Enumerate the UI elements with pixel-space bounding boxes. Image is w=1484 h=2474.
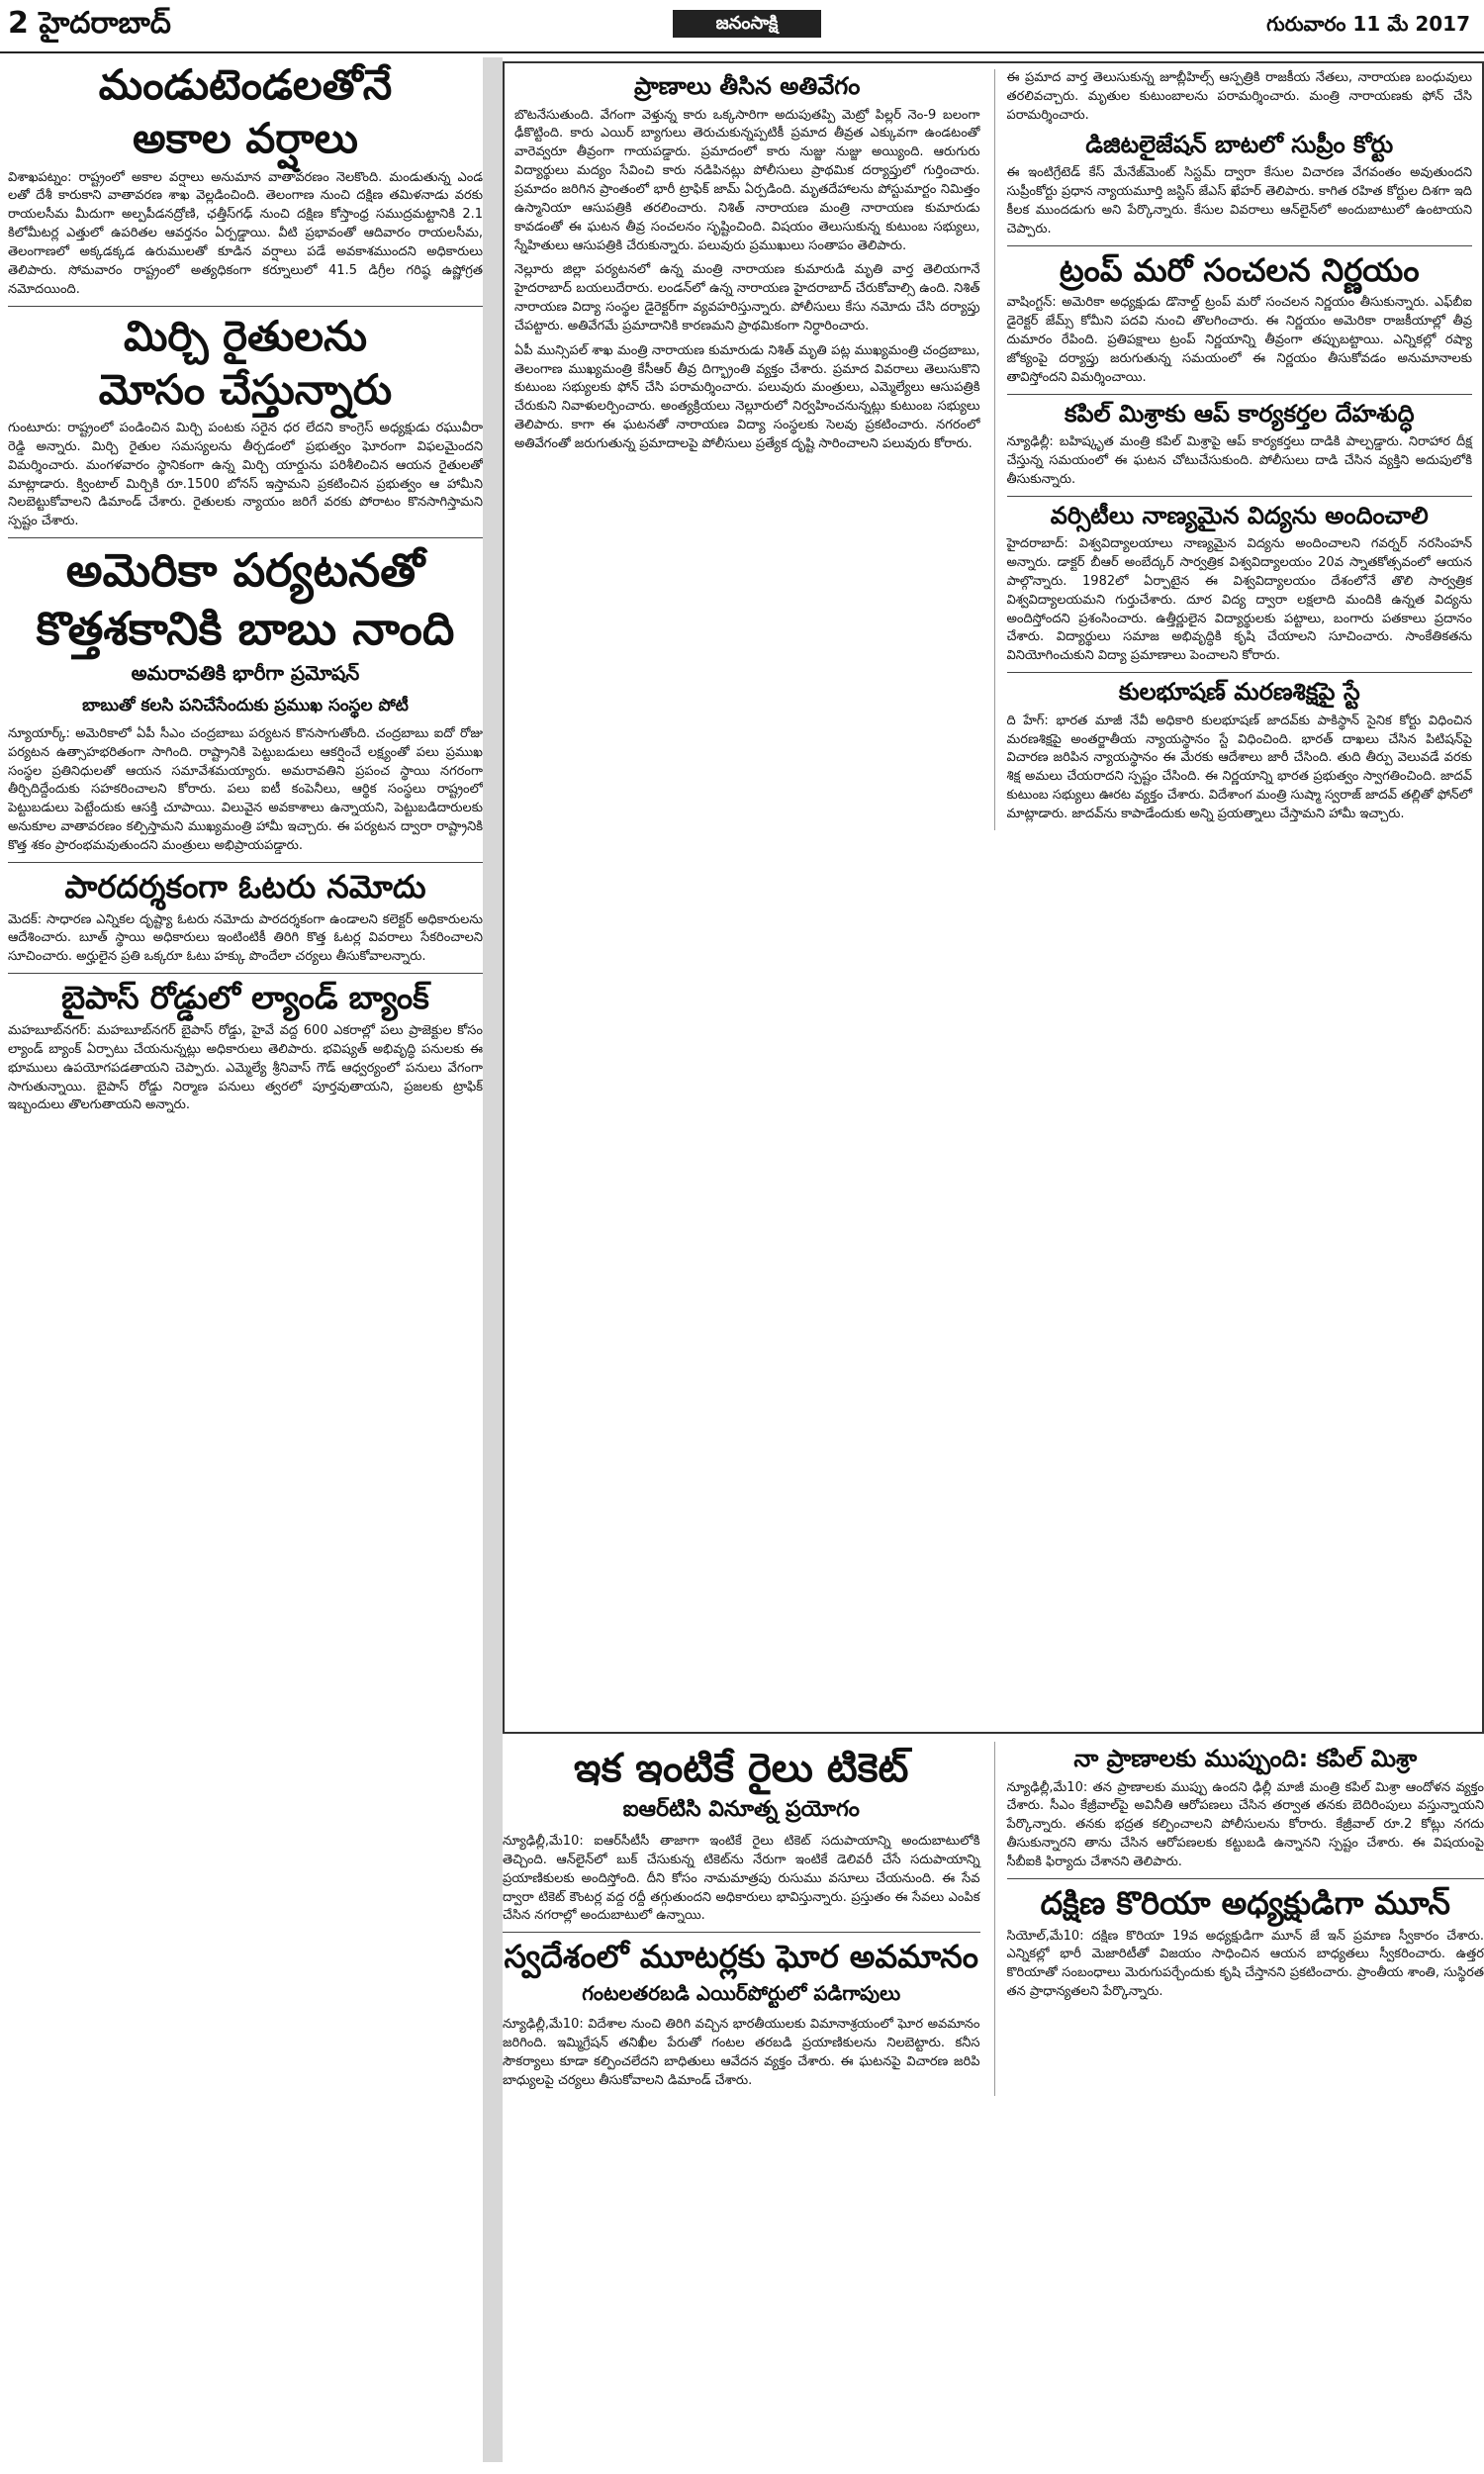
newspaper-logo: జనంసాక్షి [673, 10, 821, 38]
article-body: ది హేగ్: భారత మాజీ నేవీ అధికారి కులభూషణ్ జాదవ్‌కు పాకిస్థాన్ సైనిక కోర్టు విధించిన మరణశిక్షపై అంతర్జాతీయ న్యాయస్థానం స్టే విధించింది. భారత్ దాఖలు చేసిన పిటిషన్‌పై విచారణ జరిపిన న్యాయస్థానం ఈ మేరకు ఆదేశాలు జారీ చేసింది. తుది తీర్పు వెలువడే వరకు శిక్ష అమలు చేయరాదని స్పష్టం చేసింది. ఈ నిర్ణయాన్ని భారత ప్రభుత్వం స్వాగతించింది. జాదవ్ కుటుంబ సభ్యులు ఊరట వ్యక్తం చేశారు. విదేశాంగ మంత్రి సుష్మా స్వరాజ్ జాదవ్ తల్లితో ఫోన్‌లో మాట్లాడారు. జాదవ్‌ను కాపాడేందుకు అన్ని ప్రయత్నాలు చేస్తామని హామీ ఇచ్చారు. [1006, 713, 1472, 821]
divider [1007, 394, 1473, 395]
divider [1007, 496, 1473, 497]
subheadline: ఐఆర్‌టిసి వినూత్న ప్రయోగం [622, 1797, 860, 1822]
headline-line2: మోసం చేస్తున్నారు [98, 364, 393, 414]
headline-trump: ట్రంప్ మరో సంచలన నిర్ణయం [1059, 250, 1420, 289]
headline-supreme-court: డిజిటలైజేషన్ బాటలో సుప్రీం కోర్టు [1085, 130, 1394, 158]
subheadline: అమరావతికి భారీగా ప్రమోషన్ [131, 660, 360, 685]
divider [8, 862, 483, 863]
headline: అమెరికా పర్యటనతో [65, 543, 425, 598]
headline-line2: అకాల వర్షాలు [133, 114, 358, 163]
article-untimely-rains [8, 61, 483, 300]
divider [1007, 245, 1473, 246]
divider [1007, 1878, 1484, 1879]
headline: మిర్చి రైతులను [123, 311, 368, 360]
article-body: గుంటూరు: రాష్ట్రంలో పండించిన మిర్చి పంటకు సరైన ధర లేదని కాంగ్రెస్ అధ్యక్షుడు రఘువీరా రెడ్డి అన్నారు. మిర్చి రైతుల సమస్యలను తీర్చడంలో ప్రభుత్వం ఘోరంగా విఫలమైందని విమర్శించారు. మంగళవారం స్థానికంగా ఉన్న మిర్చి యార్డును పరిశీలించిన ఆయన రైతులతో మాట్లాడారు. క్వింటాల్ మిర్చికి రూ.1500 బోనస్ ఇస్తామని ప్రకటించిన ప్రభుత్వం ఆ హామీని నిలబెట్టుకోవాలని డిమాండ్ చేశారు. రైతులకు న్యాయం జరిగే వరకు పోరాటం కొనసాగిస్తామని స్పష్టం చేశారు. [8, 421, 483, 529]
article-body: ఈ ప్రమాద వార్త తెలుసుకున్న జూబ్లీహిల్స్ ఆస్పత్రికి రాజకీయ నేతలు, నారాయణ బంధువులు తరలివచ్చారు. మృతుల కుటుంబాలను పరామర్శించారు. మంత్రి నారాయణకు ఫోన్ చేసి పరామర్శించారు. [1006, 70, 1472, 123]
article-body: న్యూఢిల్లీ,మే10: విదేశాల నుంచి తిరిగి వచ్చిన భారతీయులకు విమానాశ్రయంలో ఘోర అవమానం జరిగింది. ఇమ్మిగ్రేషన్ తనిఖీల పేరుతో గంటల తరబడి ప్రయాణికులను నిలబెట్టారు. కనీస సౌకర్యాలు కూడా కల్పించలేదని బాధితులు ఆవేదన వ్యక్తం చేశారు. ఈ ఘటనపై విచారణ జరిపి బాధ్యులపై చర్యలు తీసుకోవాలని డిమాండ్ చేశారు. [503, 2017, 980, 2088]
headline-kapil-attack: కపిల్ మిశ్రాకు ఆప్ కార్యకర్తల దేహశుద్ధి [1064, 399, 1415, 428]
article-body-3: ఏపీ మున్సిపల్ శాఖ మంత్రి నారాయణ కుమారుడు నిశిత్ మృతి పట్ల ముఖ్యమంత్రి చంద్రబాబు, తెలంగాణ ముఖ్యమంత్రి కేసీఆర్ తీవ్ర దిగ్భ్రాంతి వ్యక్తం చేశారు. ప్రమాద వివరాలు తెలుసుకొని కుటుంబ సభ్యులకు ఫోన్ చేసి పరామర్శించారు. పలువురు మంత్రులు, ఎమ్మెల్యేలు ఆసుపత్రికి చేరుకుని నివాళులర్పించారు. అంత్యక్రియలు నెల్లూరులో నిర్వహించనున్నట్లు కుటుంబ సభ్యులు తెలిపారు. కాగా ఈ ఘటనతో నారాయణ విద్యా సంస్థలకు సెలవు ప్రకటించారు. నగరంలో అతివేగంతో జరుగుతున్న ప్రమాదాలపై పోలీసులు ప్రత్యేక దృష్టి సారించాలని పలువురు కోరారు. [514, 342, 980, 451]
headline: ప్రాణాలు తీసిన అతివేగం [634, 72, 861, 100]
article-body: న్యూఢిల్లీ,మే10: తన ప్రాణాలకు ముప్పు ఉందని ఢిల్లీ మాజీ మంత్రి కపిల్ మిశ్రా ఆందోళన వ్యక్తం చేశారు. సీఎం కేజ్రీవాల్‌పై అవినీతి ఆరోపణలు చేసిన తర్వాత తనకు బెదిరింపులు వస్తున్నాయని పేర్కొన్నారు. తనకు భద్రత కల్పించాలని పోలీసులను కోరారు. కేజ్రీవాల్ రూ.2 కోట్లు నగదు తీసుకున్నారని తాను చేసిన ఆరోపణలకు కట్టుబడి ఉన్నానని స్పష్టం చేశారు. ఈ విషయంపై సీబీఐకి ఫిర్యాదు చేశానని తెలిపారు. [1006, 1779, 1484, 1869]
boxed-section [503, 61, 1484, 1734]
headline: పారదర్శకంగా ఓటరు నమోదు [64, 867, 426, 905]
divider [503, 1932, 980, 1933]
issue-date: గురువారం 11 మే 2017 [1266, 12, 1470, 36]
divider [8, 306, 483, 307]
article-babu-us-tour [8, 544, 483, 856]
article-body: న్యూయార్క్: అమెరికాలో ఏపీ సీఎం చంద్రబాబు పర్యటన కొనసాగుతోంది. చంద్రబాబు ఐదో రోజు పర్యటన ఉత్సాహభరితంగా సాగింది. రాష్ట్రానికి పెట్టుబడులు ఆకర్షించే లక్ష్యంతో పలు ప్రముఖ సంస్థల ప్రతినిధులతో ఆయన సమావేశమయ్యారు. అమరావతిని ప్రపంచ స్థాయి నగరంగా తీర్చిదిద్దేందుకు సహకరించాలని కోరారు. పలు ఐటీ కంపెనీలు, ఆర్థిక సంస్థలు రాష్ట్రంలో పెట్టుబడులు పెట్టేందుకు ఆసక్తి చూపాయి. విలువైన అవకాశాలు ఉన్నాయని, పెట్టుబడిదారులకు అనుకూల వాతావరణం కల్పిస్తామని ముఖ్యమంత్రి హామీ ఇచ్చారు. ఈ పర్యటన ద్వారా రాష్ట్రానికి కొత్త శకం ప్రారంభమవుతుందని మంత్రులు అభిప్రాయపడ్డారు. [8, 725, 483, 853]
article-body: మహబూబ్‌నగర్: మహబూబ్‌నగర్ బైపాస్ రోడ్డు, హైవే వద్ద 600 ఎకరాల్లో పలు ప్రాజెక్టుల కోసం ల్యాండ్ బ్యాంక్ ఏర్పాటు చేయనున్నట్లు అధికారులు తెలిపారు. భవిష్యత్ అభివృద్ధి పనులకు ఈ భూములు ఉపయోగపడతాయని చెప్పారు. ఎమ్మెల్యే శ్రీనివాస్ గౌడ్ ఆధ్వర్యంలో పనులు వేగంగా సాగుతున్నాయి. బైపాస్ రోడ్డు నిర్మాణ పనులు త్వరలో పూర్తవుతాయని, ప్రజలకు ట్రాఫిక్ ఇబ్బందులు తొలగుతాయని అన్నారు. [8, 1022, 483, 1113]
article-body: న్యూఢిల్లీ,మే10: ఐఆర్‌సీటీసీ తాజాగా ఇంటికే రైలు టికెట్ సదుపాయాన్ని అందుబాటులోకి తెచ్చింది. ఆన్‌లైన్‌లో బుక్ చేసుకున్న టికెట్‌ను నేరుగా ఇంటికే డెలివరీ చేసే సదుపాయాన్ని ప్రయాణికులకు అందిస్తోంది. దీని కోసం నామమాత్రపు రుసుము వసూలు చేయనుంది. ఈ సేవ ద్వారా టికెట్ కౌంటర్ల వద్ద రద్దీ తగ్గుతుందని అధికారులు భావిస్తున్నారు. ప్రస్తుతం ఈ సేవలు ఎంపిక చేసిన నగరాల్లో అందుబాటులో ఉన్నాయి. [503, 1834, 980, 1924]
deck: బాబుతో కలసి పనిచేసేందుకు ప్రముఖ సంస్థల పోటీ [82, 695, 409, 715]
divider [8, 973, 483, 974]
headline-line2: కొత్తశకానికి బాబు నాంది [36, 602, 455, 656]
subheadline: గంటలతరబడి ఎయిర్‌పోర్టులో పడిగాపులు [582, 1981, 901, 2006]
article-body: హైదరాబాద్: విశ్వవిద్యాలయాలు నాణ్యమైన విద్యను అందించాలని గవర్నర్ నరసింహన్ అన్నారు. డాక్టర్ బీఆర్ అంబేద్కర్ సార్వత్రిక విశ్వవిద్యాలయం 20వ స్నాతకోత్సవంలో ఆయన పాల్గొన్నారు. 1982లో ఏర్పాటైన ఈ విశ్వవిద్యాలయం దేశంలోనే తొలి సార్వత్రిక విశ్వవిద్యాలయమని గుర్తుచేశారు. దూర విద్య ద్వారా లక్షలాది మందికి ఉన్నత విద్యను అందిస్తోందని ప్రశంసించారు. ఉత్తీర్ణులైన విద్యార్థులకు పట్టాలు, బంగారు పతకాలు ప్రదానం చేశారు. విద్యార్థులు సమాజ అభివృద్ధికి కృషి చేయాలని సూచించారు. సాంకేతికతను వినియోగించుకుని విద్యా ప్రమాణాలు పెంచాలని కోరారు. [1006, 536, 1472, 664]
masthead [0, 0, 1484, 53]
headline-rail-ticket: ఇక ఇంటికే రైలు టికెట్ [574, 1746, 909, 1791]
column-stripe [483, 57, 503, 2462]
article-overspeed-death [514, 69, 980, 830]
headline: మండుటెండలతోనే [98, 60, 393, 109]
bottom-left-column [503, 1742, 980, 2096]
article-body: న్యూఢిల్లీ: బహిష్కృత మంత్రి కపిల్ మిశ్రాపై ఆప్ కార్యకర్తలు దాడికి పాల్పడ్డారు. నిరాహార దీక్ష చేస్తున్న సమయంలో ఈ ఘటన చోటుచేసుకుంది. పోలీసులు దాడి చేసిన వ్యక్తిని అదుపులోకి తీసుకున్నారు. [1006, 434, 1472, 487]
article-body: వాషింగ్టన్: అమెరికా అధ్యక్షుడు డొనాల్డ్ ట్రంప్ మరో సంచలన నిర్ణయం తీసుకున్నారు. ఎఫ్‌బీఐ డైరెక్టర్ జేమ్స్ కోమీని పదవి నుంచి తొలగించారు. ఈ నిర్ణయం అమెరికా రాజకీయాల్లో తీవ్ర దుమారం రేపింది. ప్రతిపక్షాలు ట్రంప్ నిర్ణయాన్ని తీవ్రంగా తప్పుబట్టాయి. ఎన్నికల్లో రష్యా జోక్యంపై దర్యాప్తు జరుగుతున్న సమయంలో ఈ నిర్ణయం తీసుకోవడం అనుమానాలకు తావిస్తోందని విమర్శించాయి. [1006, 295, 1472, 385]
bottom-right-column [994, 1742, 1484, 2096]
bottom-section [503, 1742, 1484, 2464]
headline-universities: వర్సిటీలు నాణ్యమైన విద్యను అందించాలి [1050, 501, 1429, 529]
article-body: మెదక్: సాధారణ ఎన్నికల దృష్ట్యా ఓటరు నమోదు పారదర్శకంగా ఉండాలని కలెక్టర్ అధికారులను ఆదేశించారు. బూత్ స్థాయి అధికారులు ఇంటింటికీ తిరిగి కొత్త ఓటర్ల వివరాలు సేకరించాలని సూచించారు. అర్హులైన ప్రతి ఒక్కరూ ఓటు హక్కు పొందేలా చర్యలు తీసుకోవాలన్నారు. [8, 911, 483, 965]
article-body-2: నెల్లూరు జిల్లా పర్యటనలో ఉన్న మంత్రి నారాయణ కుమారుడి మృతి వార్త తెలియగానే హైదరాబాద్ బయలుదేరారు. లండన్‌లో ఉన్న నారాయణ హైదరాబాద్ చేరుకోవాల్సి ఉంది. నిశిత్ నారాయణ విద్యా సంస్థల డైరెక్టర్‌గా వ్యవహరిస్తున్నారు. పోలీసులు కేసు నమోదు చేసి దర్యాప్తు చేపట్టారు. అతివేగమే ప్రమాదానికి కారణమని ప్రాథమికంగా నిర్ధారించారు. [514, 262, 980, 333]
article-body: విశాఖపట్నం: రాష్ట్రంలో అకాల వర్షాలు అనుమాన వాతావరణం నెలకొంది. మండుతున్న ఎండ లతో దేశీ కారుకాని వాతావరణ శాఖ వెల్లడించింది. తెలంగాణ నుంచి దక్షిణ తమిళనాడు వరకు రాయలసీమ మీదుగా అల్పపీడనద్రోణి, ఛత్తీస్‌గఢ్ నుంచి దక్షిణ కోస్తాంధ్ర సముద్రమట్టానికి 2.1 కిలోమీటర్ల ఎత్తులో ఉపరితల ఆవర్తనం ఏర్పడ్డాయి. వీటి ప్రభావంతో ఆదివారం రాయలసీమ, తెలంగాణలో అక్కడక్కడ ఉరుములతో కూడిన వర్షాలు పడే అవకాశముందని అధికారులు తెలిపారు. సోమవారం రాష్ట్రంలో అత్యధికంగా కర్నూలులో 41.5 డిగ్రీల గరిష్ఠ ఉష్ణోగ్రత నమోదయింది. [8, 169, 483, 297]
article-land-bank [8, 980, 483, 1115]
headline-airport: స్వదేశంలో మూటర్లకు ఘోర అవమానం [504, 1938, 978, 1976]
headline-south-korea: దక్షిణ కొరియా అధ్యక్షుడిగా మూన్ [1040, 1883, 1450, 1922]
headline-kulbhushan: కులభూషణ్ మరణశిక్షపై స్టే [1118, 678, 1360, 707]
article-body: బొటనేసుతుంది. వేగంగా వెళ్తున్న కారు ఒక్కసారిగా అదుపుతప్పి మెట్రో పిల్లర్ నెం-9 బలంగా ఢీకొట్టింది. కారు ఎయిర్ బ్యాగులు తెరుచుకున్నప్పటికీ ప్రమాద తీవ్రత ఎక్కువగా ఉండటంతో వారెవ్వరూ తీవ్రంగా గాయపడ్డారు. ప్రమాదంలో కారు నుజ్జు నుజ్జు అయ్యింది. ఆరుగురు విద్యార్థులు మద్యం సేవించి కారు నడిపినట్లు పోలీసులు ప్రాథమిక దర్యాప్తులో గుర్తించారు. ప్రమాదం జరిగిన ప్రాంతంలో భారీ ట్రాఫిక్ జామ్ ఏర్పడింది. మృతదేహాలను పోస్టుమార్టం నిమిత్తం ఉస్మానియా ఆసుపత్రికి తరలించారు. నిశిత్ నారాయణ మంత్రి నారాయణ కుమారుడు కావడంతో ఈ ఘటన తీవ్ర సంచలనం సృష్టించింది. విషయం తెలుసుకున్న కుటుంబ సభ్యులు, స్నేహితులు ఆసుపత్రికి చేరుకున్నారు. పలువురు ప్రముఖులు సంతాపం తెలిపారు. [514, 107, 980, 253]
article-body: సియోల్,మే10: దక్షిణ కొరియా 19వ అధ్యక్షుడిగా మూన్ జే ఇన్ ప్రమాణ స్వీకారం చేశారు. ఎన్నికల్లో భారీ మెజారిటీతో విజయం సాధించిన ఆయన బాధ్యతలు స్వీకరించారు. ఉత్తర కొరియాతో సంబంధాలు మెరుగుపర్చేందుకు కృషి చేస్తానని ప్రకటించారు. ప్రాంతీయ శాంతి, సుస్థిరత తన ప్రాధాన్యతలని పేర్కొన్నారు. [1006, 1928, 1484, 2000]
left-column [8, 57, 483, 2462]
right-subcolumn [994, 69, 1473, 830]
headline-kapil-threat: నా ప్రాణాలకు ముప్పుంది: కపిల్ మిశ్రా [1073, 1745, 1418, 1772]
headline: బైపాస్ రోడ్డులో ల్యాండ్ బ్యాంక్ [61, 979, 429, 1017]
page-section-label: 2 హైదరాబాద్ [8, 6, 171, 41]
divider [1007, 672, 1473, 673]
divider [8, 537, 483, 538]
article-body: ఈ ఇంటిగ్రేటెడ్ కేస్ మేనేజ్‌మెంట్ సిస్టమ్ ద్వారా కేసుల విచారణ వేగవంతం అవుతుందని సుప్రీంకోర్టు ప్రధాన న్యాయమూర్తి జస్టిస్ జేఎస్ ఖేహర్ తెలిపారు. కాగిత రహిత కోర్టుల దిశగా ఇది కీలక ముందడుగు అని పేర్కొన్నారు. కేసుల వివరాలు ఆన్‌లైన్‌లో అందుబాటులో ఉంటాయని చెప్పారు. [1006, 165, 1472, 237]
article-voter-registration [8, 869, 483, 967]
article-mirchi-farmers [8, 313, 483, 532]
